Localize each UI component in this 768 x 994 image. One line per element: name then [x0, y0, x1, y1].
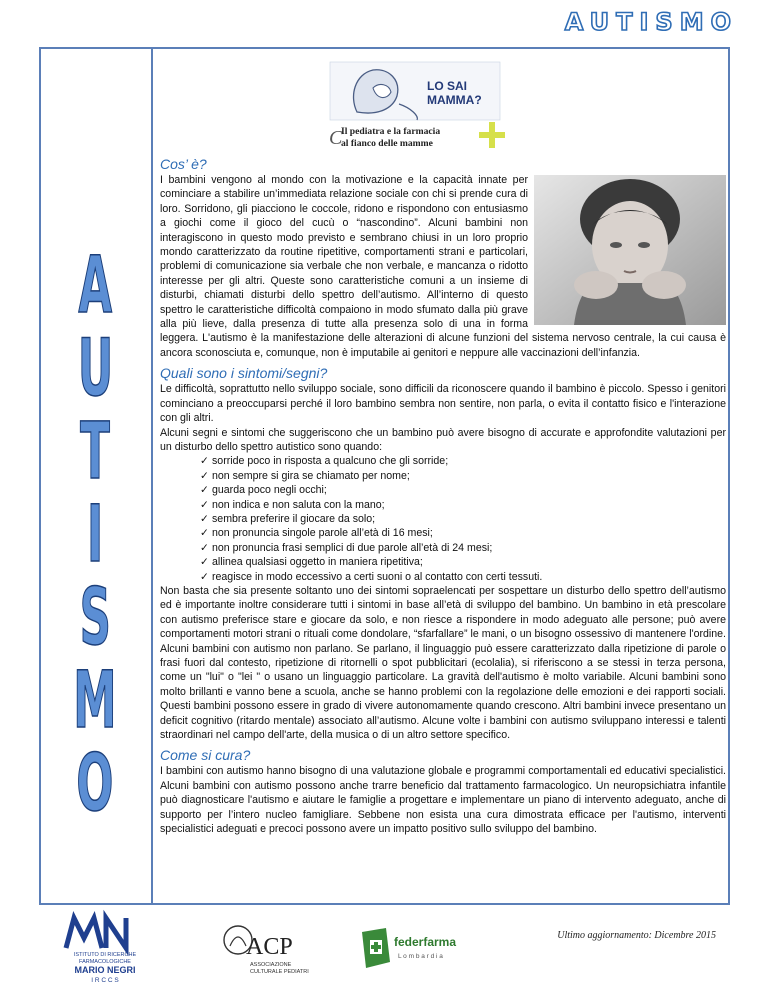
- checkmark-icon: ✓: [200, 527, 209, 540]
- list-item: [200, 498, 726, 512]
- list-item: [200, 512, 726, 526]
- last-updated-date: Ultimo aggiornamento: Dicembre 2015: [557, 930, 716, 941]
- sidebar-letter: S: [79, 573, 111, 663]
- logo-tagline2: al fianco delle mamme: [341, 138, 433, 149]
- list-item: [200, 469, 726, 483]
- checkmark-icon: ✓: [200, 498, 209, 511]
- federfarma-title: federfarma: [394, 935, 457, 949]
- acp-logo: [222, 920, 309, 980]
- sidebar-letter: A: [78, 241, 112, 331]
- section-body-treatment: I bambini con autismo hanno bisogno di una valutazione globale e programmi comportamentali ed educativi specialistici. Alcuni bambini con autismo possono anche trarre beneficio dal trattamento farmacologico. Un neuropsichiatra infantile può diagnosticare l'autismo e aiutare le famiglie a progettare e implementare un piano di intervento adeguato, anche di supporto per l’intero nucleo famigliare. Sebbene non esista una cura dimostrata efficace per l'autismo, interventi specialistici adeguati e precoci possono avere un impatto positivo sullo sviluppo del bambino.: [160, 765, 726, 836]
- list-item: [200, 526, 726, 540]
- symptoms-list: [160, 454, 726, 584]
- checkmark-icon: ✓: [200, 455, 209, 468]
- checkmark-icon: ✓: [200, 541, 209, 554]
- section-body-what-is: I bambini vengono al mondo con la motivazione e la capacità innate per cominciare a stabilire un’immediata relazione sociale con chi si prende cura di loro. Sorridono, gli piacciono le coccole, ridono e rispondono con entusiasmo a giochi come il gioco del cucù o “nascondino”. Alcuni bambini non interagiscono in questo modo previsto e sembrano chiusi in un loro proprio mondo caratterizzato da routine ripetitive, comportamenti strani e particolari, problemi di comunicazione sia verbale che non verbale, e mancanza o ridotto interesse per gli altri. Queste sono caratteristiche comuni a un insieme di disturbi, chiamati disturbi dello spettro dell’autismo. All’interno di questo spettro le caratteristiche difficoltà compaiono in modo sfumato dalla più grave alla più lieve, dalla presenza di tutte alla presenza solo di una in forma leggera. L'autismo è la manifestazione delle alterazioni di alcune funzioni del sistema nervoso centrale, la cui causa è ancora sconosciuta e, comunque, non è imputabile ai genitori e neppure alle vaccinazioni dell’infanzia.: [160, 174, 726, 359]
- section-symptoms: [160, 364, 726, 742]
- mario-negri-logo: [60, 912, 150, 984]
- negri-line3: MARIO NEGRI: [74, 965, 136, 975]
- list-item-text: non pronuncia frasi semplici di due parole all’età di 24 mesi;: [212, 541, 493, 554]
- section-heading-what-is: Cos’ è?: [160, 156, 207, 172]
- acp-subtitle1: ASSOCIAZIONE: [250, 962, 292, 968]
- section-treatment: [160, 746, 726, 836]
- thoughtful-child-photo: [534, 175, 726, 325]
- symptoms-intro-1: Le difficoltà, soprattutto nello sviluppo sociale, sono difficili da riconoscere quando il bambino è piccolo. Spesso i genitori cominciano a preoccuparsi perché il loro bambino sembra non sentire, non parla, o evita il contatto fisico e l'interazione con gli altri.: [160, 383, 726, 425]
- list-item-text: non pronuncia singole parole all’età di 16 mesi;: [212, 527, 433, 540]
- federfarma-subtitle: L o m b a r d i a: [398, 953, 443, 960]
- logo-line1: LO SAI: [427, 79, 468, 93]
- list-item: [200, 483, 726, 497]
- list-item-text: reagisce in modo eccessivo a certi suoni o al contatto con certi tessuti.: [212, 570, 543, 583]
- sidebar-letter: U: [77, 324, 113, 414]
- list-item-text: guarda poco negli occhi;: [212, 484, 327, 497]
- checkmark-icon: ✓: [200, 484, 209, 497]
- checkmark-icon: ✓: [200, 556, 209, 569]
- list-item-text: sorride poco in risposta a qualcuno che gli sorride;: [212, 455, 449, 468]
- list-item-text: allinea qualsiasi oggetto in maniera ripetitiva;: [212, 556, 423, 569]
- checkmark-icon: ✓: [200, 512, 209, 525]
- symptoms-intro-2: Alcuni segni e sintomi che suggeriscono che un bambino può avere bisogno di accurate e approfondite valutazioni per un disturbo dello spettro autistico sono quando:: [160, 426, 726, 453]
- symptoms-outro: Non basta che sia presente soltanto uno dei sintomi sopraelencati per sospettare un disturbo dello spettro dell’autismo ed è importante inoltre considerare tutti i sintomi in base all’età di sviluppo del bambino. Un bambino in età prescolare con autismo preferisce stare e giocare da solo, e non riesce a rispondere in modo adeguato alle persone; può avere comportamenti motori strani o rituali come dondolare, “sfarfallare” le mani, o un bisogno ossessivo di mantenere l'ordine. Alcuni bambini con autismo non parlano. Se parlano, il linguaggio può essere caratterizzato dalla ripetizione di parole o frasi fuori dal contesto, ripetizione di ritornelli o spot pubblicitari (ecolalia), si riferiscono a se stessi in terza persona, come un "lui" o "lei " o usano un linguaggio particolare. La gravità dell'autismo è molto variabile. Alcuni bambini sono molto brillanti e vanno bene a scuola, anche se hanno problemi con la regolazione delle emozioni e dei rapporti sociali. Questi bambini possono essere in grado di vivere autonomamente quando crescono. Altri bambini invece presentano un deficit cognitivo (ritardo mentale) associato all’autismo. Alcune volte i bambini con autismo sviluppano interessi e talenti straordinari nel campo dell'arte, della musica o di un altro settore specifico.: [160, 584, 726, 742]
- acp-title: ACP: [246, 934, 293, 960]
- list-item-text: non sempre si gira se chiamato per nome;: [212, 469, 410, 482]
- section-what-is: [160, 155, 726, 360]
- negri-line4: I R C C S: [91, 977, 119, 984]
- negri-line2: FARMACOLOGICHE: [79, 959, 131, 965]
- section-heading-treatment: Come si cura?: [160, 747, 251, 764]
- acp-subtitle2: CULTURALE PEDIATRI: [250, 969, 309, 975]
- list-item: [200, 555, 726, 569]
- section-heading-symptoms: Quali sono i sintomi/segni?: [160, 365, 328, 382]
- sidebar-letter: T: [80, 407, 110, 497]
- logo-line2: MAMMA?: [427, 93, 482, 107]
- svg-text:C: C: [329, 127, 343, 149]
- federfarma-logo: [358, 922, 468, 974]
- page-header-title: AUTISMO: [564, 8, 738, 36]
- list-item: [200, 570, 726, 584]
- list-item-text: non indica e non saluta con la mano;: [212, 498, 385, 511]
- negri-line1: ISTITUTO DI RICERCHE: [73, 952, 137, 958]
- main-content: [160, 155, 726, 836]
- list-item: [200, 454, 726, 468]
- lo-sai-mamma-logo: [327, 60, 503, 154]
- checkmark-icon: ✓: [200, 469, 209, 482]
- logo-tagline1: Il pediatra e la farmacia: [341, 126, 441, 137]
- checkmark-icon: ✓: [200, 570, 209, 583]
- list-item: [200, 541, 726, 555]
- list-item-text: sembra preferire il giocare da solo;: [212, 512, 376, 525]
- sidebar-vertical-title: [62, 241, 128, 829]
- sidebar-letter: M: [73, 656, 117, 746]
- sidebar-letter: I: [86, 490, 104, 580]
- sidebar-letter: O: [76, 739, 114, 829]
